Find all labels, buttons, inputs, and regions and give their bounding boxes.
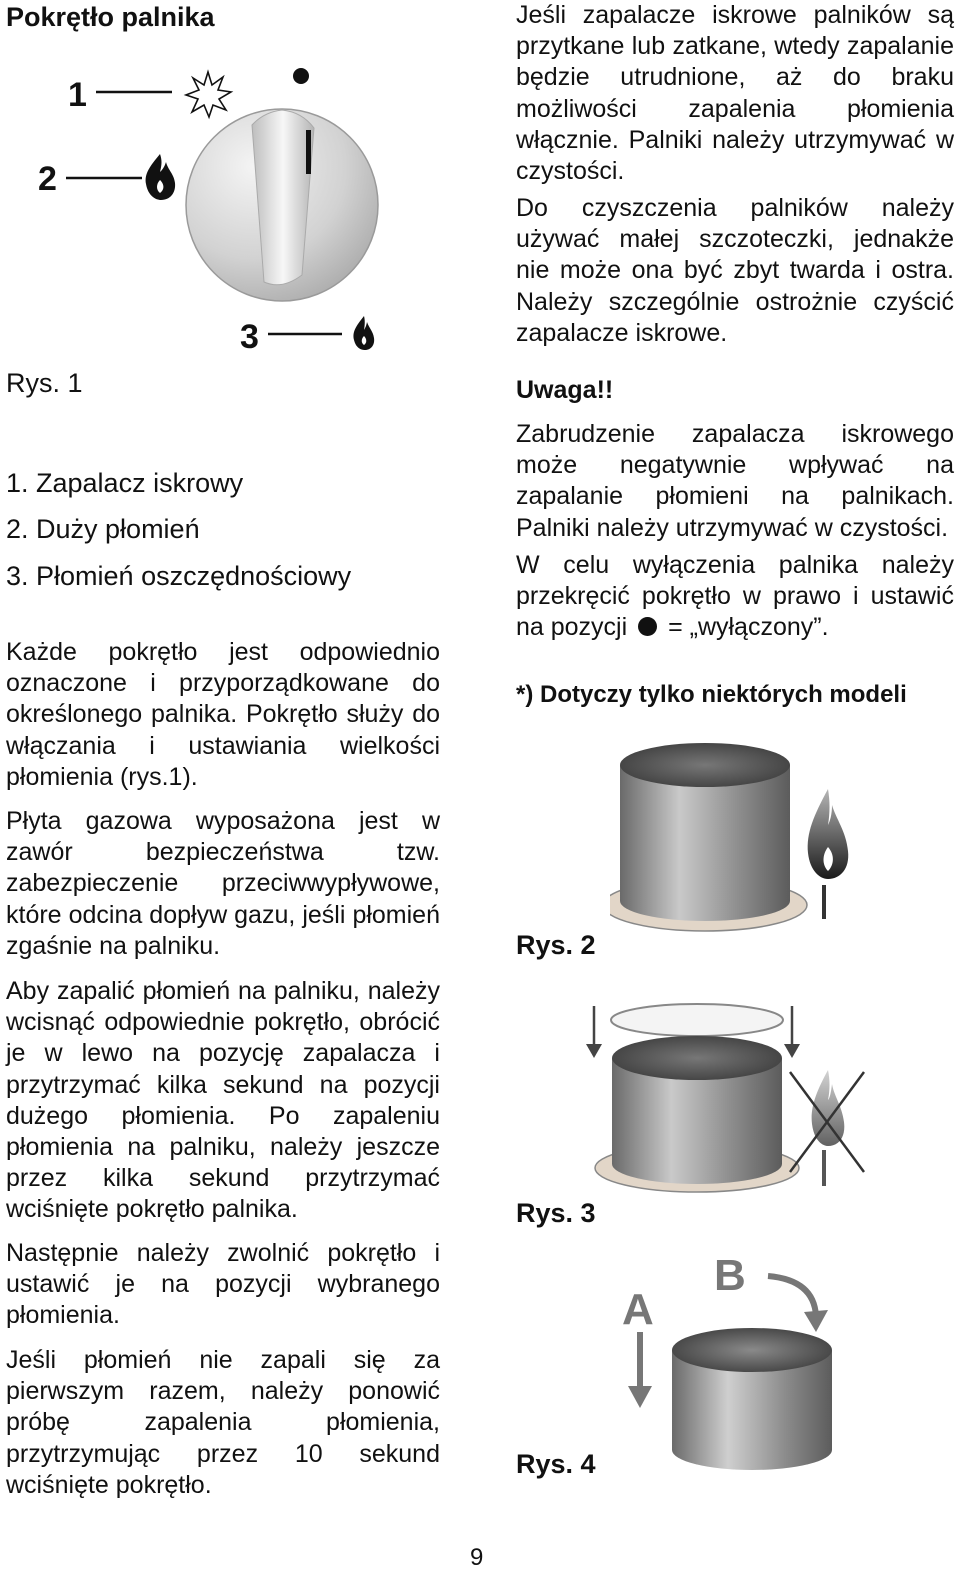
fig4-caption: Rys. 4 (516, 1449, 596, 1479)
knob-push-turn-figure (610, 1250, 880, 1490)
paragraph-release-knob: Następnie należy zwolnić pokrętło i ustawić je na pozycji wybranego płomienia. (6, 1239, 440, 1330)
off-position-dot-icon (638, 617, 657, 636)
spark-icon (186, 72, 231, 117)
paragraph-knob-description: Każde pokrętło jest odpowiednio oznaczone i przyporządkowane do określonego palnika. Pokrętło służy do włączania i ustawiania wielkości płomienia (rys.1). (6, 638, 440, 791)
down-arrow-icon (784, 1044, 800, 1058)
fig3-caption: Rys. 3 (516, 1198, 596, 1228)
label-a: A (622, 1285, 654, 1334)
warning-text-2-before: W celu wyłączenia palnika należy przekręcić pokrętło w prawo i ustawić na pozycji (516, 551, 954, 642)
paragraph-clogged-igniters: Jeśli zapalacze iskrowe palników są przytkane lub zatkane, wtedy zapalanie będzie utrudnione, aż do braku możliwości zapalenia płomienia włącznie. Palniki należy utrzymywać w czystości. (516, 1, 954, 186)
page-title: Pokrętło palnika (6, 2, 215, 32)
fig1-caption: Rys. 1 (6, 368, 83, 398)
warning-text-2-after: = „wyłączony”. (668, 613, 829, 642)
knob-figure (20, 50, 440, 360)
knob-indicator-mark (306, 130, 311, 174)
small-flame-icon (353, 316, 374, 350)
large-flame-icon (146, 154, 175, 200)
legend-item-3: 3. Płomień oszczędnościowy (6, 561, 352, 591)
burner-cap-off-figure (582, 1000, 882, 1200)
off-position-dot-icon (293, 68, 309, 84)
down-arrow-icon (628, 1386, 652, 1408)
curved-arrow-icon (804, 1310, 828, 1332)
paragraph-safety-valve: Płyta gazowa wyposażona jest w zawór bezpieczeństwa tzw. zabezpieczenie przeciwwypływowe, które odcina dopływ gazu, jeśli płomień zgaśnie na palniku. (6, 807, 440, 960)
callout-3: 3 (240, 318, 259, 356)
burner-with-flame-figure (610, 725, 870, 945)
warning-title: Uwaga!! (516, 376, 614, 404)
paragraph-cleaning: Do czyszczenia palników należy używać małej szczoteczki, jednakże nie może ona być zbyt twarda i ostra. Należy szczególnie ostrożnie czyścić zapalacze iskrowe. (516, 194, 954, 347)
page-number: 9 (470, 1544, 484, 1571)
paragraph-ignition: Aby zapalić płomień na palniku, należy wcisnąć odpowiednie pokrętło, obrócić je w lewo na pozycję zapalacza i przytrzymać kilka sekund na pozycji dużego płomienia. Po zapaleniu płomienia na palniku, należy jeszcze przez kilka sekund przytrzymać wciśnięte pokrętło palnika. (6, 977, 440, 1224)
warning-text-2 (516, 550, 954, 644)
down-arrow-icon (586, 1044, 602, 1058)
fig2-caption: Rys. 2 (516, 930, 596, 960)
legend-item-1: 1. Zapalacz iskrowy (6, 468, 244, 498)
callout-2: 2 (38, 160, 57, 198)
label-b: B (714, 1251, 746, 1300)
warning-text-1: Zabrudzenie zapalacza iskrowego może negatywnie wpływać na zapalanie płomieni na palnikach. Palniki należy utrzymywać w czystości. (516, 420, 954, 542)
models-note: *) Dotyczy tylko niektórych modeli (516, 681, 907, 708)
paragraph-retry: Jeśli płomień nie zapali się za pierwszym razem, należy ponowić próbę zapalenia płomienia, przytrzymując przez 10 sekund wciśnięte pokrętło. (6, 1346, 440, 1499)
legend-item-2: 2. Duży płomień (6, 514, 200, 544)
callout-1: 1 (68, 76, 87, 114)
